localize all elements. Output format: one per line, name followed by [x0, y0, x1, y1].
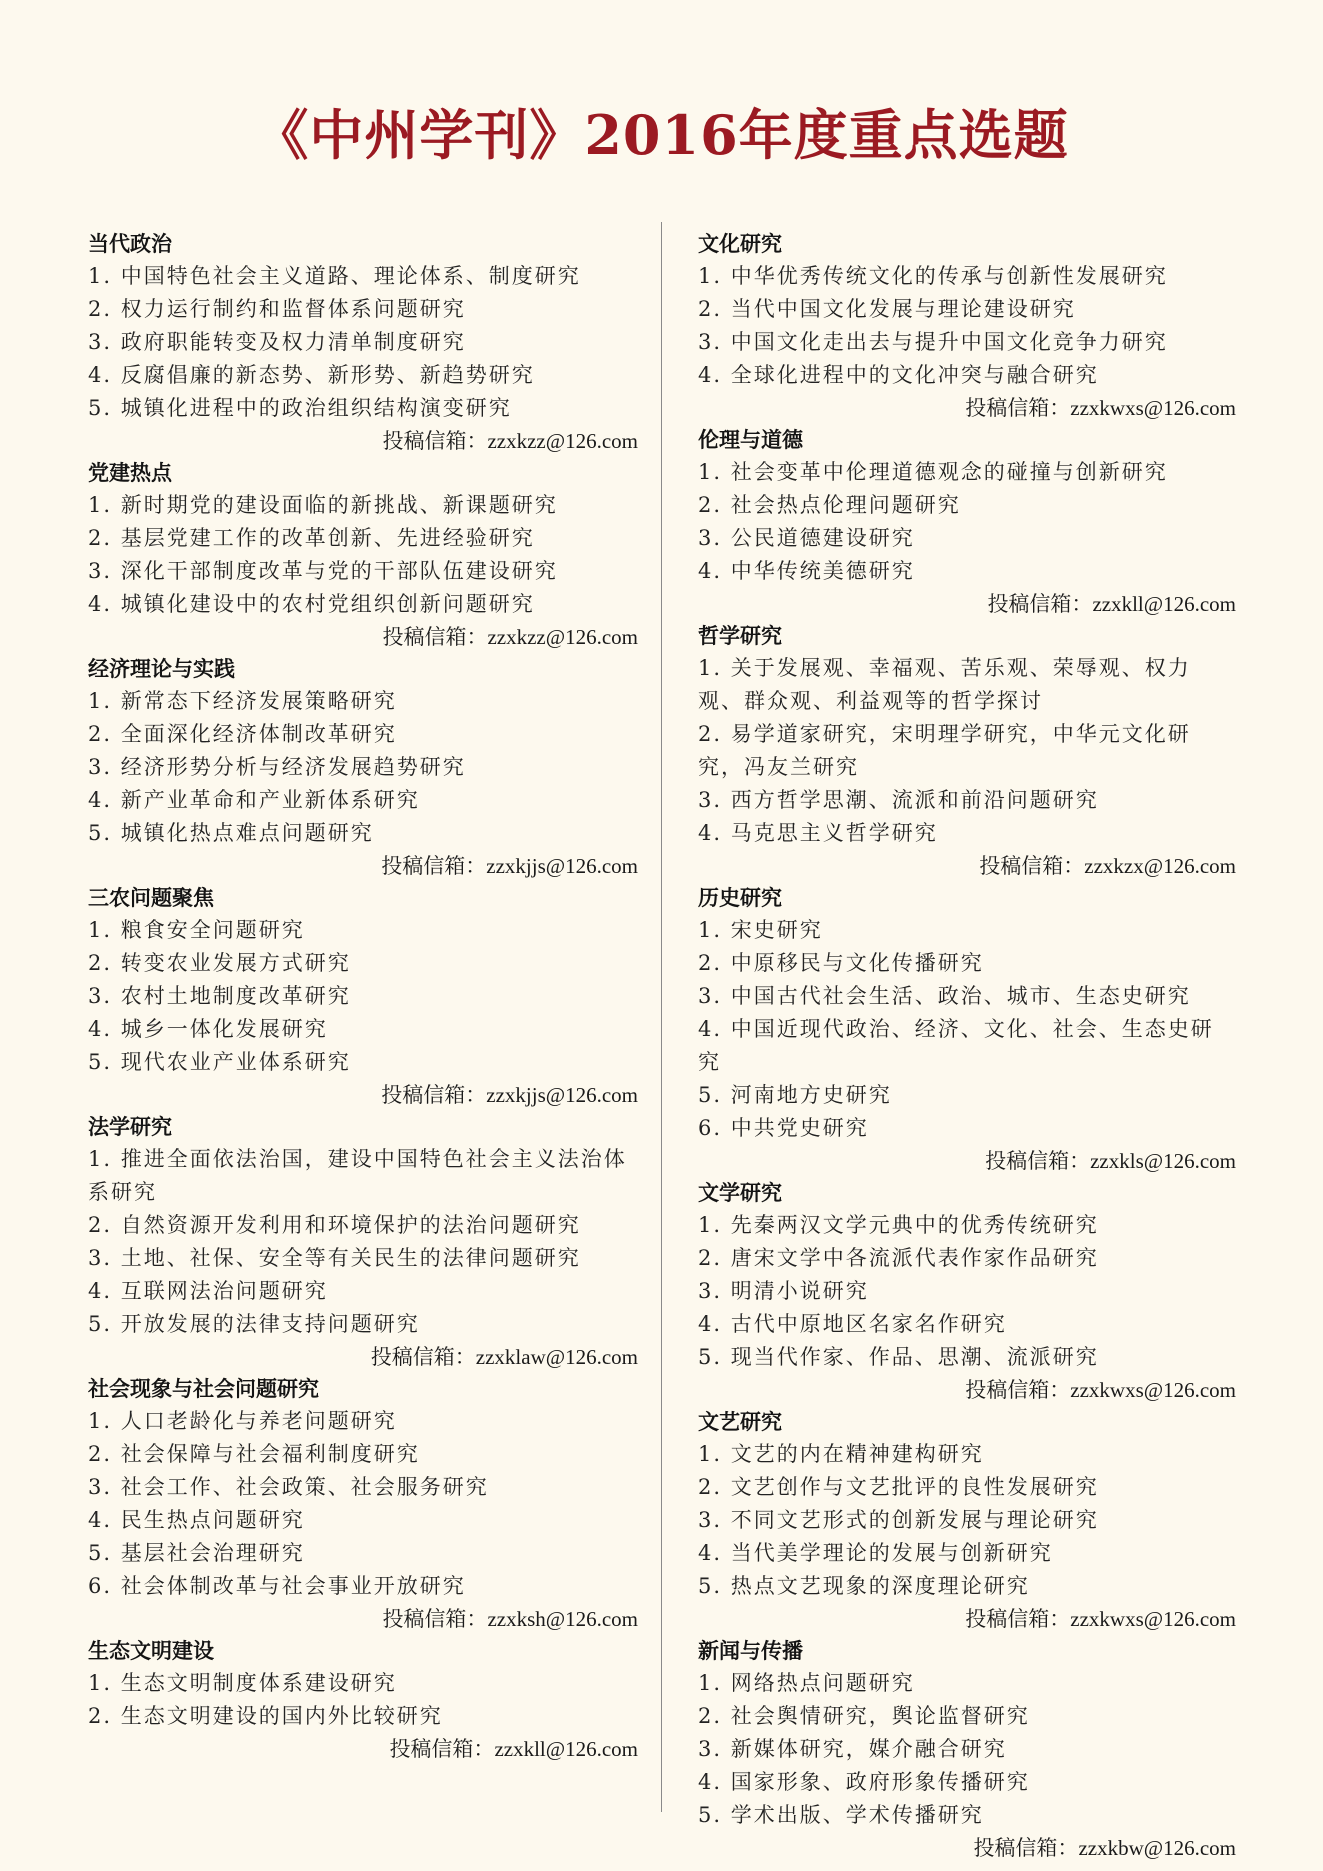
topic-section — [88, 1373, 638, 1635]
topic-section — [698, 620, 1236, 882]
topic-item: 3. 深化干部制度改革与党的干部队伍建设研究 — [88, 559, 558, 583]
section-heading: 伦理与道德 — [698, 428, 803, 452]
topic-item: 3. 公民道德建设研究 — [698, 526, 915, 550]
section-heading: 文化研究 — [698, 232, 782, 256]
section-heading: 社会现象与社会问题研究 — [88, 1377, 319, 1401]
topic-item: 5. 现当代作家、作品、思潮、流派研究 — [698, 1345, 1099, 1369]
email-address[interactable]: zzxkll@126.com — [1092, 592, 1236, 616]
topic-section — [698, 1406, 1236, 1635]
submission-email — [698, 1603, 1236, 1635]
topic-item: 5. 热点文艺现象的深度理论研究 — [698, 1574, 1030, 1598]
email-label: 投稿信箱： — [965, 396, 1071, 420]
topic-item: 3. 经济形势分析与经济发展趋势研究 — [88, 755, 466, 779]
section-heading: 新闻与传播 — [698, 1639, 803, 1663]
email-address[interactable]: zzxkls@126.com — [1090, 1149, 1236, 1173]
topic-item: 1. 宋史研究 — [698, 918, 823, 942]
submission-email — [88, 1079, 638, 1111]
topic-section — [88, 882, 638, 1111]
topic-section — [698, 1635, 1236, 1864]
email-address[interactable]: zzxkbw@126.com — [1078, 1836, 1236, 1860]
submission-email — [88, 1341, 638, 1373]
section-heading: 生态文明建设 — [88, 1639, 214, 1663]
page-title: 《中州学刊》2016年度重点选题 — [254, 103, 1069, 167]
section-heading: 哲学研究 — [698, 624, 782, 648]
topic-section — [88, 457, 638, 653]
email-address[interactable]: zzxkzz@126.com — [487, 625, 638, 649]
topic-item: 1. 推进全面依法治国，建设中国特色社会主义法治体系研究 — [88, 1147, 627, 1204]
topic-item: 5. 河南地方史研究 — [698, 1083, 892, 1107]
email-label: 投稿信箱： — [987, 592, 1093, 616]
submission-email — [698, 1145, 1236, 1177]
email-label: 投稿信箱： — [965, 1607, 1071, 1631]
submission-email — [88, 621, 638, 653]
topic-item: 1. 粮食安全问题研究 — [88, 918, 305, 942]
topic-section — [88, 1635, 638, 1765]
email-address[interactable]: zzxkwxs@126.com — [1070, 1378, 1236, 1402]
topic-item: 2. 权力运行制约和监督体系问题研究 — [88, 297, 466, 321]
topic-item: 5. 学术出版、学术传播研究 — [698, 1803, 984, 1827]
topic-item: 4. 城镇化建设中的农村党组织创新问题研究 — [88, 592, 535, 616]
submission-email — [698, 850, 1236, 882]
topic-item: 5. 现代农业产业体系研究 — [88, 1050, 351, 1074]
email-label: 投稿信箱： — [382, 1607, 488, 1631]
topic-item: 2. 基层党建工作的改革创新、先进经验研究 — [88, 526, 535, 550]
topic-item: 1. 中华优秀传统文化的传承与创新性发展研究 — [698, 264, 1168, 288]
section-heading: 历史研究 — [698, 886, 782, 910]
topic-item: 4. 反腐倡廉的新态势、新形势、新趋势研究 — [88, 363, 535, 387]
email-label: 投稿信箱： — [973, 1836, 1079, 1860]
topic-item: 2. 社会热点伦理问题研究 — [698, 493, 961, 517]
section-heading: 当代政治 — [88, 232, 172, 256]
email-address[interactable]: zzxkjjs@126.com — [486, 854, 638, 878]
email-address[interactable]: zzxkll@126.com — [494, 1737, 638, 1761]
topic-item: 1. 中国特色社会主义道路、理论体系、制度研究 — [88, 264, 581, 288]
topic-section — [698, 228, 1236, 424]
section-heading: 三农问题聚焦 — [88, 886, 214, 910]
section-heading: 文艺研究 — [698, 1410, 782, 1434]
topic-item: 2. 社会舆情研究，舆论监督研究 — [698, 1704, 1030, 1728]
submission-email — [698, 392, 1236, 424]
section-heading: 党建热点 — [88, 461, 172, 485]
topic-item: 1. 关于发展观、幸福观、苦乐观、荣辱观、权力观、群众观、利益观等的哲学探讨 — [698, 656, 1191, 713]
topic-item: 6. 社会体制改革与社会事业开放研究 — [88, 1574, 466, 1598]
section-heading: 文学研究 — [698, 1181, 782, 1205]
topic-item: 2. 当代中国文化发展与理论建设研究 — [698, 297, 1076, 321]
topic-item: 3. 中国古代社会生活、政治、城市、生态史研究 — [698, 984, 1191, 1008]
topic-item: 2. 自然资源开发利用和环境保护的法治问题研究 — [88, 1213, 581, 1237]
topic-item: 4. 国家形象、政府形象传播研究 — [698, 1770, 1030, 1794]
topic-section — [88, 228, 638, 457]
column-divider — [661, 222, 662, 1812]
right-column — [698, 228, 1236, 1864]
topic-item: 5. 基层社会治理研究 — [88, 1541, 305, 1565]
topic-item: 1. 新常态下经济发展策略研究 — [88, 689, 397, 713]
topic-item: 4. 当代美学理论的发展与创新研究 — [698, 1541, 1053, 1565]
topic-item: 4. 马克思主义哲学研究 — [698, 821, 938, 845]
topic-item: 3. 政府职能转变及权力清单制度研究 — [88, 330, 466, 354]
topic-item: 1. 生态文明制度体系建设研究 — [88, 1671, 397, 1695]
email-address[interactable]: zzxkzx@126.com — [1084, 854, 1236, 878]
topic-item: 2. 转变农业发展方式研究 — [88, 951, 351, 975]
submission-email — [698, 588, 1236, 620]
email-label: 投稿信箱： — [389, 1737, 495, 1761]
section-heading: 经济理论与实践 — [88, 657, 235, 681]
topic-item: 5. 城镇化进程中的政治组织结构演变研究 — [88, 396, 512, 420]
topic-item: 4. 全球化进程中的文化冲突与融合研究 — [698, 363, 1099, 387]
submission-email — [88, 850, 638, 882]
topic-section — [88, 653, 638, 882]
topic-item: 4. 中华传统美德研究 — [698, 559, 915, 583]
topic-item: 2. 生态文明建设的国内外比较研究 — [88, 1704, 443, 1728]
left-column — [88, 228, 638, 1765]
topic-item: 4. 中国近现代政治、经济、文化、社会、生态史研究 — [698, 1017, 1214, 1074]
section-heading: 法学研究 — [88, 1115, 172, 1139]
email-label: 投稿信箱： — [382, 625, 488, 649]
email-label: 投稿信箱： — [382, 429, 488, 453]
topic-section — [698, 1177, 1236, 1406]
topic-item: 1. 先秦两汉文学元典中的优秀传统研究 — [698, 1213, 1099, 1237]
topic-item: 5. 城镇化热点难点问题研究 — [88, 821, 374, 845]
topic-section — [88, 1111, 638, 1373]
topic-item: 3. 中国文化走出去与提升中国文化竞争力研究 — [698, 330, 1168, 354]
email-label: 投稿信箱： — [381, 854, 487, 878]
email-address[interactable]: zzxklaw@126.com — [475, 1345, 638, 1369]
topic-item: 2. 社会保障与社会福利制度研究 — [88, 1442, 420, 1466]
topic-item: 4. 古代中原地区名家名作研究 — [698, 1312, 1007, 1336]
topic-item: 4. 新产业革命和产业新体系研究 — [88, 788, 420, 812]
email-label: 投稿信箱： — [965, 1378, 1071, 1402]
submission-email — [88, 425, 638, 457]
submission-email — [698, 1374, 1236, 1406]
topic-item: 4. 城乡一体化发展研究 — [88, 1017, 328, 1041]
topic-section — [698, 424, 1236, 620]
topic-item: 3. 新媒体研究，媒介融合研究 — [698, 1737, 1007, 1761]
email-label: 投稿信箱： — [370, 1345, 476, 1369]
topic-item: 3. 农村土地制度改革研究 — [88, 984, 351, 1008]
email-address[interactable]: zzxkjjs@126.com — [486, 1083, 638, 1107]
topic-item: 3. 不同文艺形式的创新发展与理论研究 — [698, 1508, 1099, 1532]
topic-item: 1. 网络热点问题研究 — [698, 1671, 915, 1695]
topic-item: 5. 开放发展的法律支持问题研究 — [88, 1312, 420, 1336]
email-address[interactable]: zzxkwxs@126.com — [1070, 396, 1236, 420]
topic-item: 3. 西方哲学思潮、流派和前沿问题研究 — [698, 788, 1099, 812]
topic-section — [698, 882, 1236, 1177]
email-label: 投稿信箱： — [381, 1083, 487, 1107]
topic-item: 4. 民生热点问题研究 — [88, 1508, 305, 1532]
submission-email — [698, 1832, 1236, 1864]
submission-email — [88, 1733, 638, 1765]
topic-item: 1. 人口老龄化与养老问题研究 — [88, 1409, 397, 1433]
topic-item: 2. 中原移民与文化传播研究 — [698, 951, 984, 975]
topic-item: 4. 互联网法治问题研究 — [88, 1279, 328, 1303]
topic-item: 1. 社会变革中伦理道德观念的碰撞与创新研究 — [698, 460, 1168, 484]
submission-email — [88, 1603, 638, 1635]
email-address[interactable]: zzxksh@126.com — [487, 1607, 638, 1631]
topic-item: 1. 文艺的内在精神建构研究 — [698, 1442, 984, 1466]
topic-item: 3. 土地、社保、安全等有关民生的法律问题研究 — [88, 1246, 581, 1270]
topic-item: 6. 中共党史研究 — [698, 1116, 869, 1140]
topic-item: 2. 易学道家研究，宋明理学研究，中华元文化研究，冯友兰研究 — [698, 722, 1191, 779]
topic-item: 1. 新时期党的建设面临的新挑战、新课题研究 — [88, 493, 558, 517]
email-address[interactable]: zzxkwxs@126.com — [1070, 1607, 1236, 1631]
topic-item: 3. 社会工作、社会政策、社会服务研究 — [88, 1475, 489, 1499]
email-address[interactable]: zzxkzz@126.com — [487, 429, 638, 453]
topic-item: 2. 唐宋文学中各流派代表作家作品研究 — [698, 1246, 1099, 1270]
topic-item: 3. 明清小说研究 — [698, 1279, 869, 1303]
email-label: 投稿信箱： — [979, 854, 1085, 878]
email-label: 投稿信箱： — [985, 1149, 1091, 1173]
topic-item: 2. 全面深化经济体制改革研究 — [88, 722, 397, 746]
topic-item: 2. 文艺创作与文艺批评的良性发展研究 — [698, 1475, 1099, 1499]
